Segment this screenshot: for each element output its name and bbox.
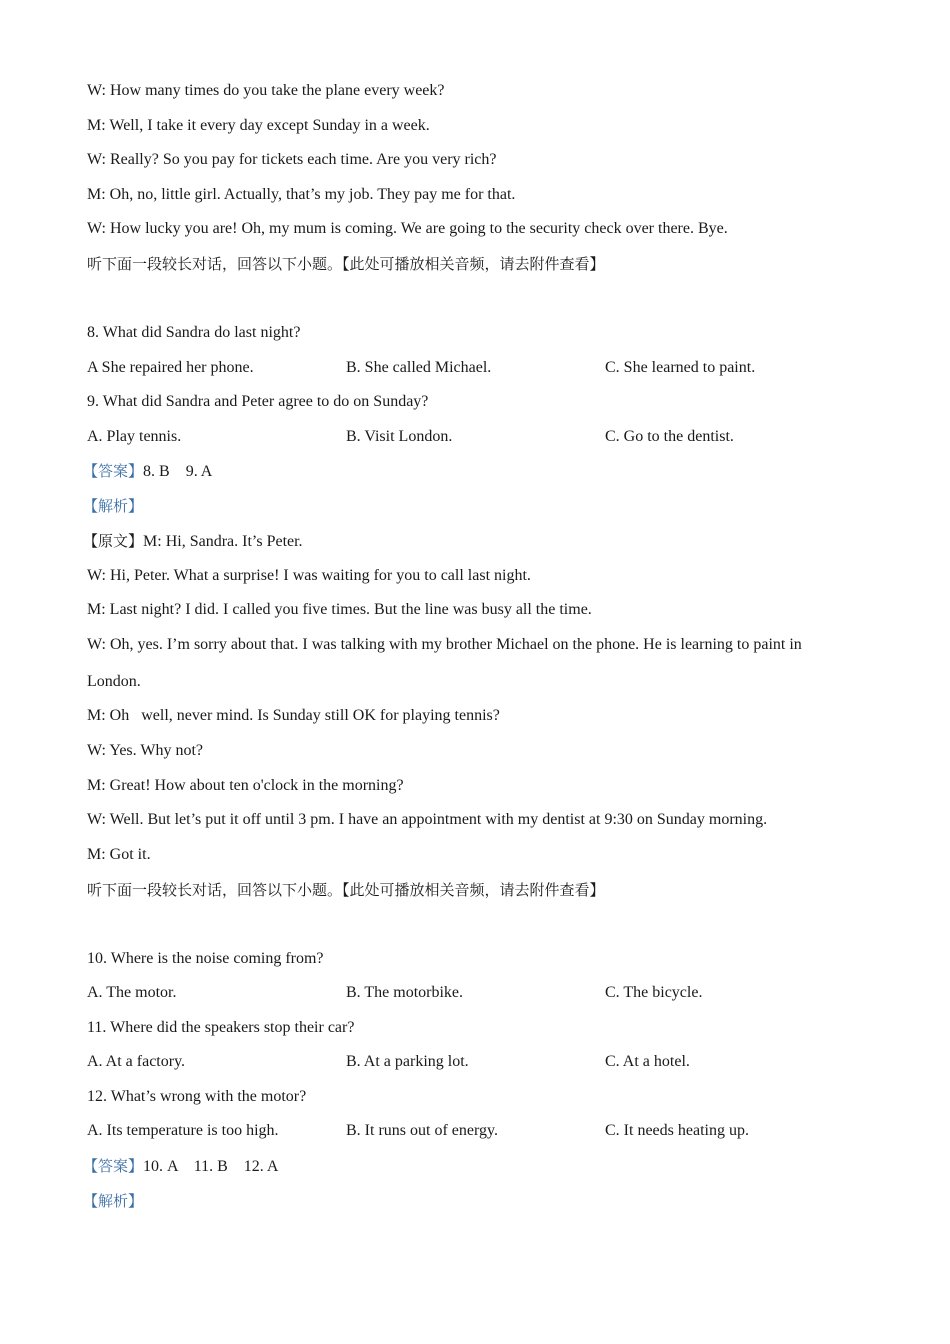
analysis-line	[83, 496, 143, 517]
option-b: B. The motorbike.	[346, 984, 464, 1001]
question-9: 9. What did Sandra and Peter agree to do on Sunday?	[87, 393, 429, 410]
dialogue-line: M: Oh, no, little girl. Actually, that’s my job. They pay me for that.	[87, 186, 516, 203]
listening-instruction: 听下面一段较长对话，回答以下小题。【此处可播放相关音频，请去附件查看】	[87, 255, 605, 273]
dialogue-line: W: Oh, yes. I’m sorry about that. I was talking with my brother Michael on the phone. He is learning to paint in London.	[87, 636, 802, 690]
question-12: 12. What’s wrong with the motor?	[87, 1088, 307, 1105]
dialogue-line: M: Last night? I did. I called you five times. But the line was busy all the time.	[87, 601, 592, 618]
answer-label: 【答案】	[83, 462, 144, 480]
option-a: A. At a factory.	[87, 1053, 186, 1070]
listening-instruction: 听下面一段较长对话，回答以下小题。【此处可播放相关音频，请去附件查看】	[87, 881, 605, 899]
option-c: C. She learned to paint.	[605, 359, 756, 376]
analysis-line	[83, 1191, 143, 1212]
dialogue-line: M: Well, I take it every day except Sunday in a week.	[87, 117, 430, 134]
option-b: B. She called Michael.	[346, 359, 492, 376]
analysis-label: 【解析】	[83, 497, 144, 515]
original-label: 【原文】	[83, 532, 144, 550]
dialogue-line: W: Yes. Why not?	[87, 742, 203, 759]
question-11: 11. Where did the speakers stop their car?	[87, 1019, 355, 1036]
answer-text: 8. B 9. A	[143, 463, 213, 480]
option-c: C. The bicycle.	[605, 984, 703, 1001]
option-b: B. Visit London.	[346, 428, 453, 445]
option-c: C. It needs heating up.	[605, 1122, 749, 1139]
original-text-line	[83, 531, 303, 552]
option-a: A. Its temperature is too high.	[87, 1122, 279, 1139]
dialogue-line: W: Hi, Peter. What a surprise! I was waiting for you to call last night.	[87, 567, 531, 584]
dialogue-line: W: How many times do you take the plane every week?	[87, 82, 445, 99]
answer-label: 【答案】	[83, 1157, 144, 1175]
answer-line	[83, 1156, 278, 1177]
option-a: A She repaired her phone.	[87, 359, 254, 376]
option-c: C. At a hotel.	[605, 1053, 690, 1070]
analysis-label: 【解析】	[83, 1192, 144, 1210]
answer-text: 10. A 11. B 12. A	[143, 1158, 279, 1175]
dialogue-line: W: How lucky you are! Oh, my mum is coming. We are going to the security check over there. Bye.	[87, 220, 728, 237]
question-8: 8. What did Sandra do last night?	[87, 324, 301, 341]
option-c: C. Go to the dentist.	[605, 428, 734, 445]
dialogue-line: W: Well. But let’s put it off until 3 pm. I have an appointment with my dentist at 9:30 on Sunday morning.	[87, 811, 768, 828]
option-a: A. Play tennis.	[87, 428, 182, 445]
option-a: A. The motor.	[87, 984, 177, 1001]
dialogue-line: W: Really? So you pay for tickets each time. Are you very rich?	[87, 151, 497, 168]
question-10: 10. Where is the noise coming from?	[87, 950, 324, 967]
option-b: B. It runs out of energy.	[346, 1122, 498, 1139]
dialogue-line: M: Got it.	[87, 846, 151, 863]
dialogue-line: M: Oh well, never mind. Is Sunday still OK for playing tennis?	[87, 707, 500, 724]
dialogue-line: M: Great! How about ten o'clock in the morning?	[87, 777, 404, 794]
answer-line	[83, 461, 212, 482]
original-text: M: Hi, Sandra. It’s Peter.	[143, 533, 303, 550]
option-b: B. At a parking lot.	[346, 1053, 469, 1070]
